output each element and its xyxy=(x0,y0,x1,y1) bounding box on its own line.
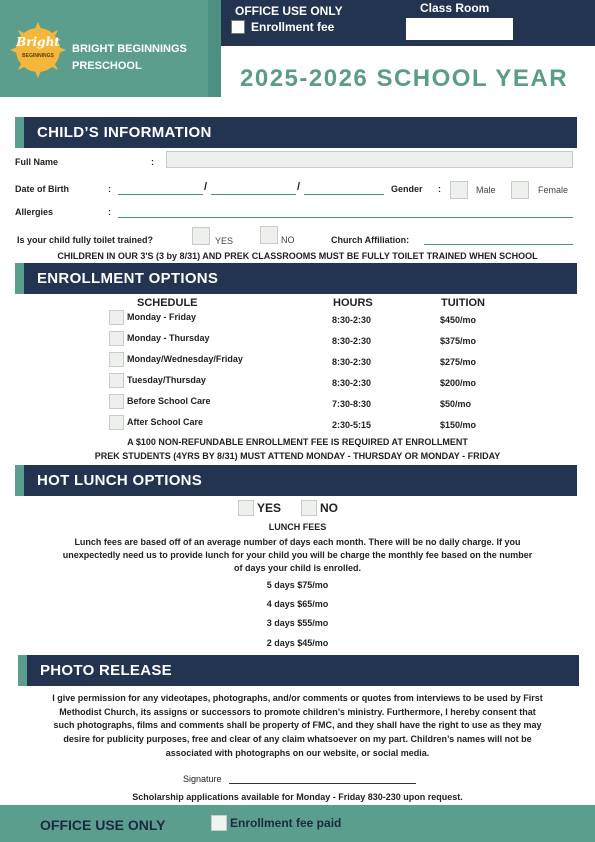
lunch-no-checkbox[interactable] xyxy=(301,500,317,516)
schedule-checkbox[interactable] xyxy=(109,310,124,325)
toilet-yes-checkbox[interactable] xyxy=(192,227,210,245)
photo-title: PHOTO RELEASE xyxy=(40,662,172,679)
class-room-field[interactable] xyxy=(406,18,513,40)
header-divider xyxy=(208,0,221,97)
photo-text-line5: associated with photographs on our website, or social media. xyxy=(165,748,430,758)
toilet-no-checkbox[interactable] xyxy=(260,226,278,244)
allergies-colon: : xyxy=(108,207,111,217)
tuition-value: $200/mo xyxy=(440,378,477,388)
gender-colon: : xyxy=(438,184,441,194)
enrollment-fee-paid-label: Enrollment fee paid xyxy=(230,816,342,830)
lunch-fees-heading: LUNCH FEES xyxy=(268,522,327,532)
child-info-title: CHILD’S INFORMATION xyxy=(37,124,212,141)
tuition-value: $150/mo xyxy=(440,420,477,430)
male-checkbox[interactable] xyxy=(450,181,468,199)
schedule-checkbox[interactable] xyxy=(109,331,124,346)
hours-value: 8:30-2:30 xyxy=(332,378,372,388)
col-schedule-header: SCHEDULE xyxy=(137,297,198,309)
schedule-label: Before School Care xyxy=(127,396,211,406)
tuition-value: $375/mo xyxy=(440,336,477,346)
church-label: Church Affiliation: xyxy=(331,235,410,245)
church-field[interactable] xyxy=(424,244,573,245)
section-accent xyxy=(18,655,27,686)
dob-year-field[interactable] xyxy=(304,194,384,195)
full-name-colon: : xyxy=(151,157,154,167)
allergies-field[interactable] xyxy=(118,217,573,218)
lunch-yes-checkbox[interactable] xyxy=(238,500,254,516)
enrollment-fee-checkbox[interactable] xyxy=(231,20,245,34)
schedule-label: After School Care xyxy=(127,417,204,427)
class-room-label: Class Room xyxy=(420,1,490,15)
child-info-header xyxy=(15,117,577,148)
toilet-note: CHILDREN IN OUR 3'S (3 by 8/31) AND PREK CLASSROOMS MUST BE FULLY TOILET TRAINED WHEN SCHOOL xyxy=(57,251,538,261)
schedule-checkbox[interactable] xyxy=(109,373,124,388)
dob-month-field[interactable] xyxy=(118,194,203,195)
schedule-label: Monday/Wednesday/Friday xyxy=(127,354,243,364)
allergies-label: Allergies xyxy=(15,207,54,217)
hours-value: 8:30-2:30 xyxy=(332,315,372,325)
tuition-value: $450/mo xyxy=(440,315,477,325)
enrollment-header xyxy=(15,263,577,294)
section-accent xyxy=(15,263,24,294)
signature-label: Signature xyxy=(183,774,222,784)
schedule-checkbox[interactable] xyxy=(109,394,124,409)
full-name-field[interactable] xyxy=(166,151,573,168)
enrollment-fee-paid-checkbox[interactable] xyxy=(211,815,227,831)
lunch-price: 5 days $75/mo xyxy=(266,580,329,590)
schedule-checkbox[interactable] xyxy=(109,352,124,367)
hours-value: 2:30-5:15 xyxy=(332,420,372,430)
lunch-price: 3 days $55/mo xyxy=(266,618,329,628)
office-use-heading: OFFICE USE ONLY xyxy=(235,4,343,18)
schedule-label: Monday - Friday xyxy=(127,312,197,322)
dob-label: Date of Birth xyxy=(15,184,69,194)
lunch-no-label: NO xyxy=(320,501,338,515)
photo-header xyxy=(18,655,579,686)
hours-value: 8:30-2:30 xyxy=(332,336,372,346)
lunch-desc-line3: of days your child is enrolled. xyxy=(233,563,362,573)
photo-text-line1: I give permission for any videotapes, photographs, and/or comments or quotes from interviews to be used by First xyxy=(52,693,543,703)
signature-field[interactable] xyxy=(229,783,416,784)
enrollment-title: ENROLLMENT OPTIONS xyxy=(37,270,219,287)
hours-value: 8:30-2:30 xyxy=(332,357,372,367)
photo-text-line3: such photographs, films and comments shall be property of FMC, and they shall have the right to use as they may xyxy=(53,720,542,730)
photo-text-line2: Methodist Church, its assigns or successors to promote children’s ministry. Furthermore, I hereby consent that xyxy=(59,707,536,717)
lunch-title: HOT LUNCH OPTIONS xyxy=(37,472,203,489)
lunch-desc-line1: Lunch fees are based off of an average number of days each month. There will be no daily charge. If you xyxy=(74,537,521,547)
gender-label: Gender xyxy=(391,184,423,194)
school-logo xyxy=(10,22,66,78)
tuition-value: $275/mo xyxy=(440,357,477,367)
hours-value: 7:30-8:30 xyxy=(332,399,372,409)
col-tuition-header: TUITION xyxy=(441,297,485,309)
female-label: Female xyxy=(538,185,569,195)
enrollment-fee-note: A $100 NON-REFUNDABLE ENROLLMENT FEE IS REQUIRED AT ENROLLMENT xyxy=(127,437,468,447)
dob-slash-1: / xyxy=(204,181,208,193)
lunch-desc-line2: unexpectedly need us to provide lunch for your child you will be charge the monthly fee based on the number xyxy=(62,550,533,560)
male-label: Male xyxy=(476,185,496,195)
toilet-question: Is your child fully toilet trained? xyxy=(17,235,154,245)
schedule-label: Tuesday/Thursday xyxy=(127,375,206,385)
school-year-title: 2025-2026 SCHOOL YEAR xyxy=(240,65,569,92)
lunch-price: 4 days $65/mo xyxy=(266,599,329,609)
dob-slash-2: / xyxy=(297,181,301,193)
logo-subtext: BEGINNINGS xyxy=(22,53,54,59)
logo-text: Bright xyxy=(16,35,60,49)
lunch-yes-label: YES xyxy=(257,501,282,515)
scholarship-note: Scholarship applications available for Monday - Friday 830-230 upon request. xyxy=(132,792,463,802)
footer-office-use: OFFICE USE ONLY xyxy=(40,817,166,833)
section-accent xyxy=(15,465,24,496)
full-name-label: Full Name xyxy=(15,157,59,167)
female-checkbox[interactable] xyxy=(511,181,529,199)
toilet-no-label: NO xyxy=(281,235,295,245)
tuition-value: $50/mo xyxy=(440,399,472,409)
lunch-header xyxy=(15,465,577,496)
enrollment-fee-label: Enrollment fee xyxy=(251,20,335,34)
schedule-checkbox[interactable] xyxy=(109,415,124,430)
dob-colon: : xyxy=(108,184,111,194)
dob-day-field[interactable] xyxy=(211,194,296,195)
schedule-label: Monday - Thursday xyxy=(127,333,210,343)
section-accent xyxy=(15,117,24,148)
prek-note: PREK STUDENTS (4YRS BY 8/31) MUST ATTEND MONDAY - THURSDAY OR MONDAY - FRIDAY xyxy=(94,451,501,461)
school-name-line1: BRIGHT BEGINNINGS xyxy=(72,43,187,55)
photo-text-line4: desire for publicity purposes, free and clear of any claim whatsoever on my part. Children’s names will not be xyxy=(63,734,532,744)
toilet-yes-label: YES xyxy=(215,236,234,246)
col-hours-header: HOURS xyxy=(333,297,373,309)
lunch-price: 2 days $45/mo xyxy=(266,638,329,648)
school-name-line2: PRESCHOOL xyxy=(72,60,142,72)
